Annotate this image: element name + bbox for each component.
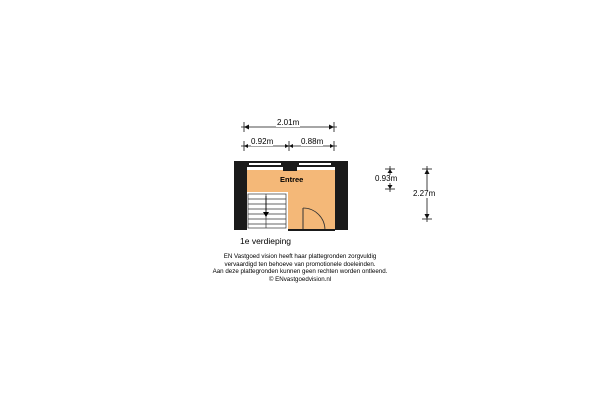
window-left [249, 163, 281, 165]
arrow-left-icon [244, 144, 248, 148]
disclaimer [150, 253, 450, 283]
right-segment-label: 0.88m [301, 137, 324, 146]
upper-height-label: 0.93m [375, 174, 398, 183]
arrow-left-icon [244, 125, 249, 130]
arrow-left-icon [289, 144, 293, 148]
arrow-right-icon [285, 144, 289, 148]
disclaimer-line: © ENvastgoedvision.nl [268, 275, 332, 283]
wall-right [335, 161, 348, 230]
left-segment-label: 0.92m [251, 137, 274, 146]
total-width-label: 2.01m [277, 118, 300, 127]
wall-top-mid [283, 161, 297, 171]
arrow-down-icon [388, 185, 393, 189]
room-label-entrance: Entree [280, 175, 304, 184]
arrow-right-icon [330, 144, 334, 148]
arrow-up-icon [425, 169, 430, 174]
arrow-right-icon [329, 125, 334, 130]
wall-left [234, 161, 247, 230]
arrow-down-icon [425, 214, 430, 219]
disclaimer-line: Aan deze plattegronden kunnen geen rechten worden ontleend. [212, 268, 388, 276]
disclaimer-line: vervaardigd ten behoeve van promotionele doeleinden. [224, 260, 376, 268]
total-height-label: 2.27m [413, 189, 436, 198]
window-right [299, 163, 331, 165]
floor-label: 1e verdieping [240, 236, 292, 246]
disclaimer-line: EN Vastgoed vision heeft haar plattegronden zorgvuldig [223, 253, 377, 260]
arrow-up-icon [388, 169, 393, 173]
